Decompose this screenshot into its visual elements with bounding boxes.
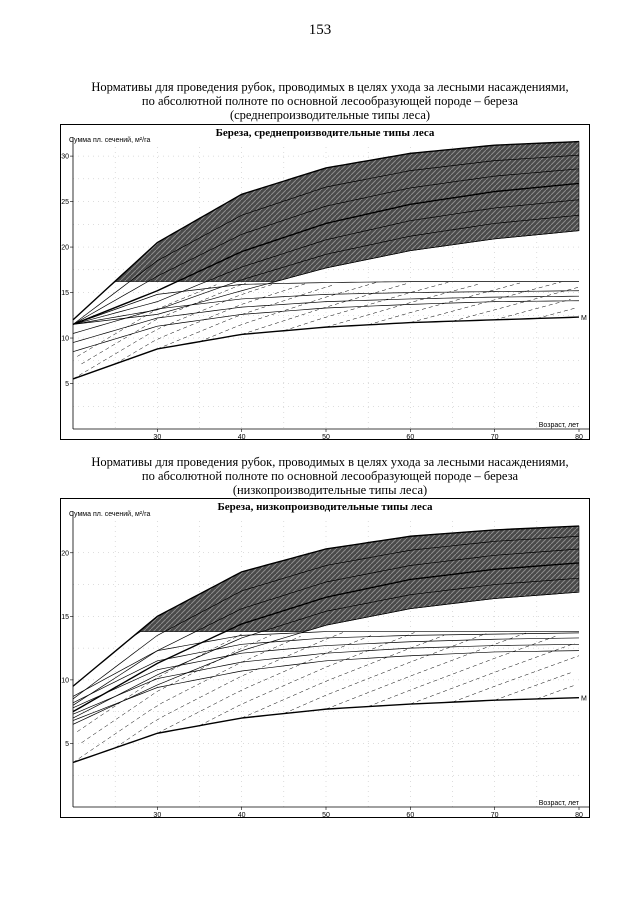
caption-line: Нормативы для проведения рубок, проводимых в целях ухода за лесными насаждениями,: [91, 455, 569, 469]
guide-line: [495, 299, 571, 319]
x-axis-label: Возраст, лет: [538, 422, 579, 429]
guide-line: [157, 635, 372, 733]
y-tick-label: 10: [61, 335, 69, 343]
caption-line: по абсолютной полноте по основной лесообразующей породе – береза: [141, 469, 519, 483]
guide-line: [81, 283, 245, 364]
series-min: [73, 317, 579, 379]
min-curve-label: М: [581, 695, 587, 703]
y-tick-label: 5: [65, 381, 69, 389]
caption-line: Нормативы для проведения рубок, проводимых в целях ухода за лесными насаждениями,: [91, 80, 569, 94]
series-thin-4: [73, 301, 579, 352]
x-tick-label: 70: [490, 812, 499, 817]
y-tick-label: 25: [61, 199, 69, 207]
chart-title: Береза, среднепроизводительные типы леса: [215, 127, 435, 139]
y-tick-label: 15: [61, 290, 69, 298]
guide-line: [368, 283, 520, 325]
chart-title: Береза, низкопроизводительные типы леса: [217, 501, 433, 513]
x-axis-label: Возраст, лет: [538, 800, 579, 807]
y-tick-label: 30: [61, 153, 69, 161]
x-tick-label: 60: [406, 812, 415, 817]
chart-svg: [61, 499, 589, 817]
x-tick-label: 80: [575, 812, 583, 817]
caption-line: (среднепроизводительные типы леса): [229, 108, 431, 122]
y-tick-label: 10: [61, 677, 69, 685]
chart-svg: [61, 125, 589, 439]
guide-line: [115, 633, 343, 748]
x-tick-label: 70: [490, 434, 499, 439]
x-tick-label: 50: [322, 812, 330, 817]
y-axis-label: Сумма пл. сечений, м²/га: [69, 137, 151, 144]
y-axis-label: Сумма пл. сечений, м²/га: [69, 511, 151, 518]
y-tick-label: 20: [61, 550, 69, 558]
guide-line: [81, 635, 271, 743]
guide-line: [157, 285, 334, 349]
guide-line: [537, 685, 575, 699]
caption-chart-2: [60, 455, 600, 497]
chart-birch-medium: [60, 124, 590, 440]
series-min: [73, 698, 579, 763]
min-curve-label: М: [581, 315, 587, 323]
caption-line: (низкопроизводительные типы леса): [232, 483, 428, 497]
x-tick-label: 40: [237, 812, 246, 817]
caption-chart-1: [60, 80, 600, 122]
shaded-zone: [73, 526, 579, 686]
caption-line: по абсолютной полноте по основной лесообразующей породе – береза: [141, 94, 519, 108]
guide-line: [368, 635, 558, 706]
y-tick-label: 5: [65, 740, 69, 748]
guide-line: [326, 632, 528, 709]
x-tick-label: 40: [237, 434, 246, 439]
y-tick-label: 15: [61, 613, 69, 621]
guide-line: [200, 282, 377, 341]
guide-line: [453, 656, 580, 702]
series-thin-5: [73, 651, 579, 721]
guide-line: [495, 673, 571, 700]
x-tick-label: 50: [322, 434, 330, 439]
x-tick-label: 60: [406, 434, 415, 439]
guide-line: [410, 643, 574, 704]
chart-birch-low: [60, 498, 590, 818]
y-tick-label: 20: [61, 244, 69, 252]
x-tick-label: 80: [575, 434, 583, 439]
x-tick-label: 30: [153, 812, 162, 817]
x-tick-label: 30: [153, 434, 162, 439]
page-number: 153: [308, 22, 332, 38]
guide-line: [73, 283, 275, 379]
